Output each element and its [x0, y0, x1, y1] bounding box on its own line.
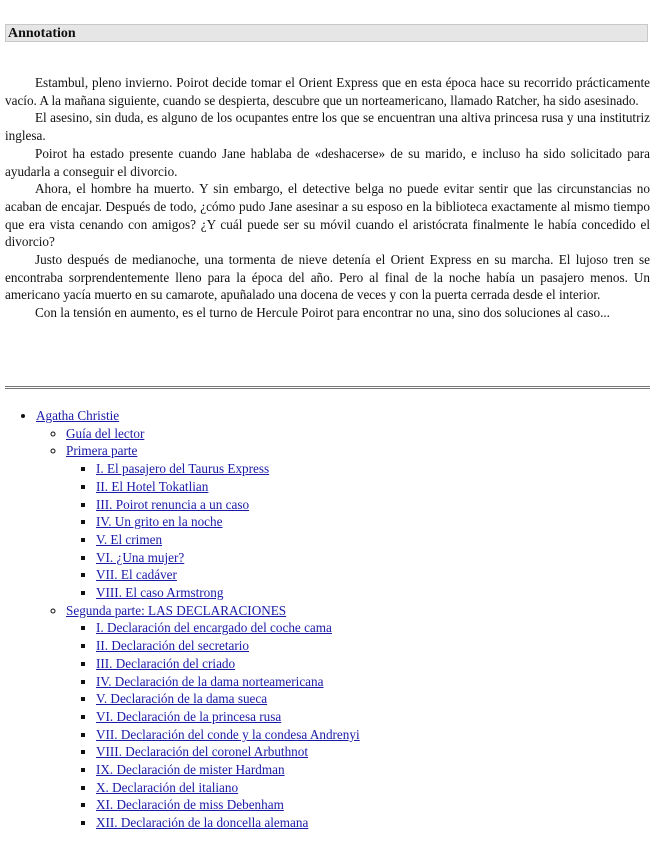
toc-chapter-link[interactable]: II. El Hotel Tokatlian [96, 478, 209, 494]
toc-chapter-item [96, 761, 650, 779]
toc-chapter-link[interactable]: XII. Declaración de la doncella alemana [96, 815, 309, 831]
toc-chapter-item [96, 637, 650, 655]
toc-chapter-link[interactable]: IX. Declaración de mister Hardman [96, 762, 285, 778]
toc-chapter-item [96, 690, 650, 708]
annotation-paragraph: Ahora, el hombre ha muerto. Y sin embargo, el detective belga no puede evitar sentir que las circunstancias no acaban de encajar. Después de todo, ¿cómo pudo Jane asesinar a su esposo en la biblioteca exactamente al mismo tiempo que era vista cenando con amigos? ¿Y cuál puede ser su móvil cuando el aristócrata finalmente le había concedido el divorcio? [5, 181, 650, 250]
toc-chapter-link[interactable]: VI. Declaración de la princesa rusa [96, 708, 282, 724]
section-divider [5, 386, 650, 389]
annotation-paragraph: Con la tensión en aumento, es el turno de Hercule Poirot para encontrar no una, sino dos soluciones al caso... [35, 305, 610, 321]
toc-chapter-link[interactable]: III. Declaración del criado [96, 655, 236, 671]
toc-chapter-item [96, 673, 650, 691]
toc-chapter-link[interactable]: XI. Declaración de miss Debenham [96, 797, 284, 813]
toc-chapter-item [96, 796, 650, 814]
annotation-body [5, 74, 650, 322]
toc-chapter-item [96, 460, 650, 478]
toc-chapter-link[interactable]: VI. ¿Una mujer? [96, 549, 185, 565]
toc-item-author [36, 407, 650, 832]
toc-chapter-link[interactable]: VIII. Declaración del coronel Arbuthnot [96, 744, 309, 760]
toc-chapter-link[interactable]: VII. Declaración del conde y la condesa Andrenyi [96, 726, 360, 742]
toc-chapter-item [96, 743, 650, 761]
toc-chapter-item [96, 496, 650, 514]
toc-item-part1 [66, 442, 650, 601]
toc-chapter-item [96, 708, 650, 726]
toc-chapter-link[interactable]: VIII. El caso Armstrong [96, 585, 224, 601]
toc-link-author[interactable]: Agatha Christie [36, 408, 120, 423]
toc-chapter-item [96, 478, 650, 496]
toc-chapter-item [96, 619, 650, 637]
toc-chapter-link[interactable]: I. El pasajero del Taurus Express [96, 461, 270, 477]
toc-chapter-item [96, 531, 650, 549]
toc-chapter-link[interactable]: IV. Declaración de la dama norteamericana [96, 673, 324, 689]
toc-chapter-link[interactable]: III. Poirot renuncia a un caso [96, 496, 250, 512]
toc-chapter-item [96, 549, 650, 567]
annotation-header: Annotation [5, 24, 648, 42]
toc-chapter-link[interactable]: VII. El cadáver [96, 567, 177, 583]
toc-link-guide[interactable]: Guía del lector [66, 425, 145, 441]
toc-chapter-item [96, 584, 650, 602]
toc-chapter-link[interactable]: II. Declaración del secretario [96, 638, 250, 654]
toc-chapter-link[interactable]: V. El crimen [96, 531, 163, 547]
toc-chapter-link[interactable]: V. Declaración de la dama sueca [96, 691, 268, 707]
toc-link-part1[interactable]: Primera parte [66, 443, 138, 459]
annotation-paragraph: El asesino, sin duda, es alguno de los ocupantes entre los que se encuentran una altiva princesa rusa y una institutriz inglesa. [5, 110, 650, 144]
annotation-paragraph: Justo después de medianoche, una tormenta de nieve detenía el Orient Express en su marcha. El lujoso tren se encontraba sorprendentemente lleno para la época del año. Pero al final de la noche había un pasajero menos. Un americano yacía muerto en su camarote, apuñalado una docena de veces y con la puerta cerrada desde el interior. [5, 252, 650, 303]
toc-chapter-link[interactable]: I. Declaración del encargado del coche cama [96, 620, 332, 636]
toc-chapter-item [96, 513, 650, 531]
toc-link-part2[interactable]: Segunda parte: LAS DECLARACIONES [66, 602, 287, 618]
toc-chapter-item [96, 726, 650, 744]
toc-chapter-link[interactable]: X. Declaración del italiano [96, 779, 239, 795]
toc-chapter-item [96, 814, 650, 832]
toc-item-part2 [66, 602, 650, 832]
toc-chapter-item [96, 566, 650, 584]
annotation-paragraph: Poirot ha estado presente cuando Jane hablaba de «deshacerse» de su marido, e incluso ha sido solicitado para ayudarla a conseguir el divorcio. [5, 145, 650, 179]
toc-chapter-item [96, 779, 650, 797]
table-of-contents [0, 407, 650, 832]
annotation-paragraph: Estambul, pleno invierno. Poirot decide tomar el Orient Express que en esta época hace su recorrido prácticamente vacío. A la mañana siguiente, cuando se despierta, descubre que un norteamericano, llamado Ratcher, ha sido asesinado. [5, 75, 650, 108]
toc-chapter-item [96, 655, 650, 673]
toc-item-guide [66, 425, 650, 443]
toc-chapter-link[interactable]: IV. Un grito en la noche [96, 514, 223, 530]
